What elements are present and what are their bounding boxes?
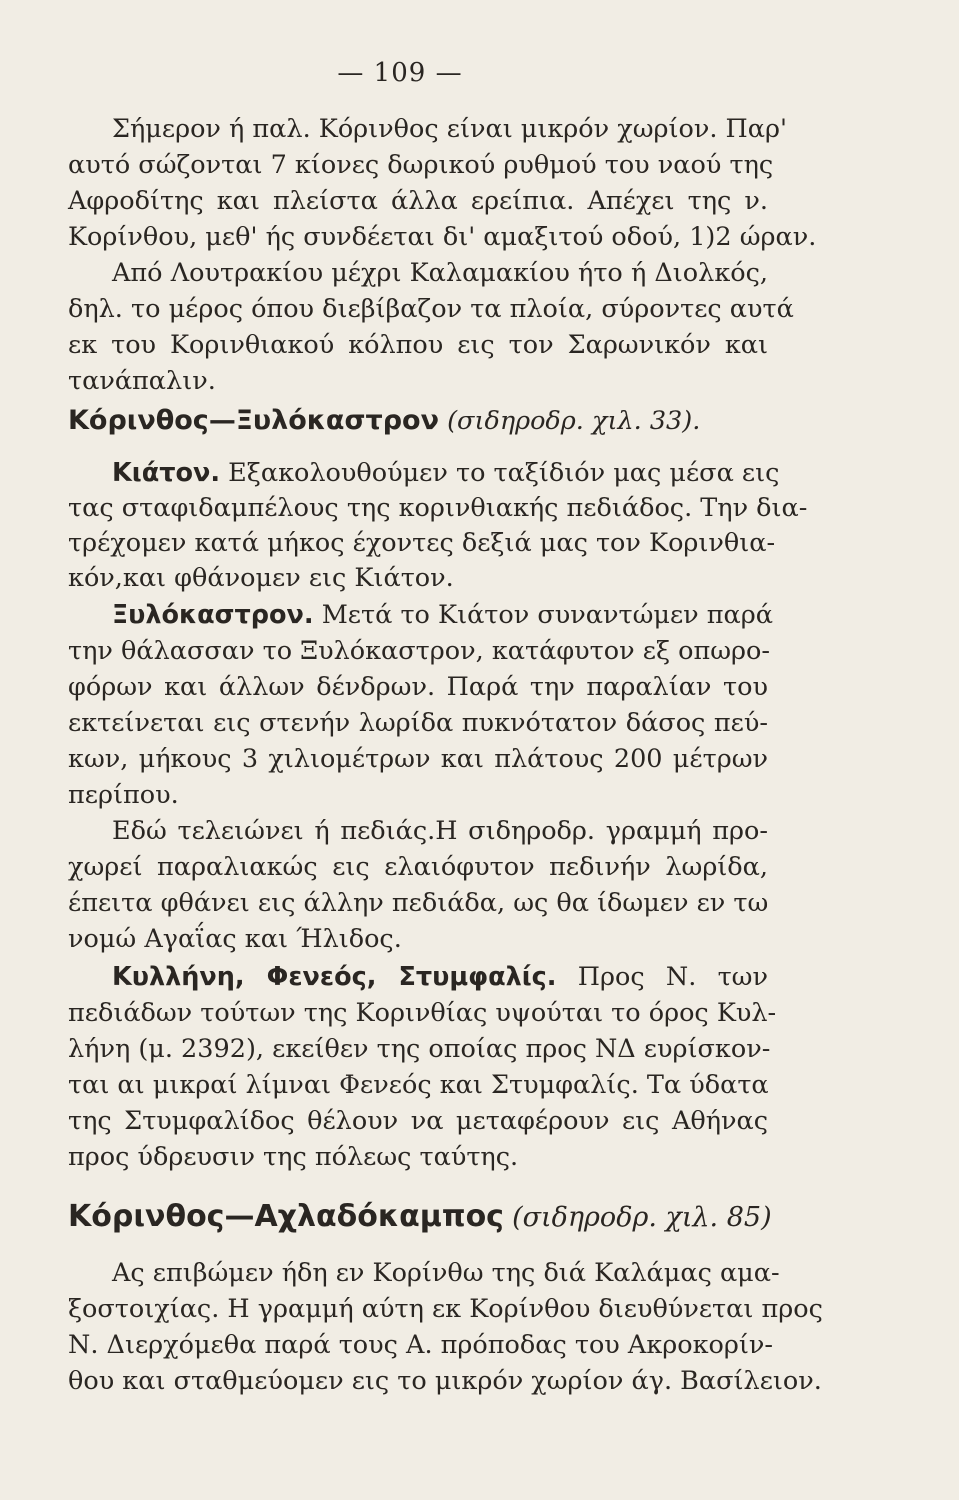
text-line: τρέχομεν κατά μήκος έχοντες δεξιά μας τον Κορινθια- [68, 528, 776, 558]
text-line: τανάπαλιν. [68, 366, 216, 396]
text-line: πεδιάδων τούτων της Κορινθίας υψούται το όρος Κυλ- [68, 998, 777, 1028]
text-line: λήνη (μ. 2392), εκείθεν της οποίας προς ΝΔ ευρίσκον- [68, 1034, 771, 1064]
subsection-title: Κυλλήνη, Φενεός, Στυμφαλίς. [112, 962, 557, 992]
subsection-first-line: Ξυλόκαστρον. Μετά το Κιάτον συναντώμεν παρά [112, 600, 773, 630]
text-line: θου και σταθμεύομεν εις το μικρόν χωρίον άγ. Βασίλειον. [68, 1366, 822, 1396]
page-number: — 109 — [337, 58, 463, 88]
text-line: κων, μήκους 3 χιλιομέτρων και πλάτους 200 μέτρων [68, 744, 768, 774]
text-line: Από Λουτρακίου μέχρι Καλαμακίου ήτο ή Διολκός, [112, 258, 768, 288]
text-line: φόρων και άλλων δένδρων. Παρά την παραλίαν του [68, 672, 768, 702]
section-note: (σιδηροδρ. χιλ. 85) [512, 1202, 772, 1233]
text-line: χωρεί παραλιακώς εις ελαιόφυτον πεδινήν λωρίδα, [68, 852, 768, 882]
section-title: Κόρινθος—Ξυλόκαστρον [68, 405, 439, 436]
text-line: ται αι μικραί λίμναι Φενεός και Στυμφαλίς. Τα ύδατα [68, 1070, 769, 1100]
text-line: Αφροδίτης και πλείστα άλλα ερείπια. Απέχει της ν. [68, 186, 768, 216]
subsection-first-line: Κιάτον. Εξακολουθούμεν το ταξίδιόν μας μέσα εις [112, 458, 780, 488]
text-line: ξοστοιχίας. Η γραμμή αύτη εκ Κορίνθου διευθύνεται προς [68, 1294, 823, 1324]
text-line: Εδώ τελειώνει ή πεδιάς.Η σιδηροδρ. γραμμή προ- [112, 816, 768, 846]
text-line: εκ του Κορινθιακού κόλπου εις τον Σαρωνικόν και [68, 330, 768, 360]
text-line: περίπου. [68, 780, 179, 810]
text-line: Ν. Διερχόμεθα παρά τους Α. πρόποδας του Ακροκορίν- [68, 1330, 774, 1360]
text-line: δηλ. το μέρος όπου διεβίβαζον τα πλοία, σύροντες αυτά [68, 294, 794, 324]
text-line: έπειτα φθάνει εις άλλην πεδιάδα, ως θα ίδωμεν εν τω [68, 888, 769, 918]
text-line: κόν,και φθάνομεν εις Κιάτον. [68, 563, 454, 593]
text-line: νομώ Αγαΐας και Ήλιδος. [68, 924, 402, 954]
text-line: τας σταφιδαμπέλους της κορινθιακής πεδιάδος. Την δια- [68, 493, 808, 523]
text-line: εκτείνεται εις στενήν λωρίδα πυκνότατον δάσος πεύ- [68, 708, 768, 738]
text-line: Ας επιβώμεν ήδη εν Κορίνθω της διά Καλάμας αμα- [112, 1258, 780, 1288]
subsection-first-line: Κυλλήνη, Φενεός, Στυμφαλίς. Προς Ν. των [112, 962, 768, 992]
text-line: Κορίνθου, μεθ' ής συνδέεται δι' αμαξιτού οδού, 1)2 ώραν. [68, 222, 817, 252]
subsection-title: Κιάτον. [112, 458, 221, 488]
text-line: την θάλασσαν το Ξυλόκαστρον, κατάφυτον εξ οπωρο- [68, 636, 770, 666]
text-line: αυτό σώζονται 7 κίονες δωρικού ρυθμού του ναού της [68, 150, 774, 180]
section-title: Κόρινθος—Αχλαδόκαμπος [68, 1199, 504, 1234]
section-note: (σιδηροδρ. χιλ. 33). [447, 406, 701, 436]
section-heading [68, 404, 768, 442]
section-heading [68, 1199, 772, 1240]
text-line: Σήμερον ή παλ. Κόρινθος είναι μικρόν χωρίον. Παρ' [112, 114, 788, 144]
text-line: της Στυμφαλίδος θέλουν να μεταφέρουν εις Αθήνας [68, 1106, 768, 1136]
subsection-title: Ξυλόκαστρον. [112, 600, 314, 630]
text-line: προς ύδρευσιν της πόλεως ταύτης. [68, 1142, 519, 1172]
